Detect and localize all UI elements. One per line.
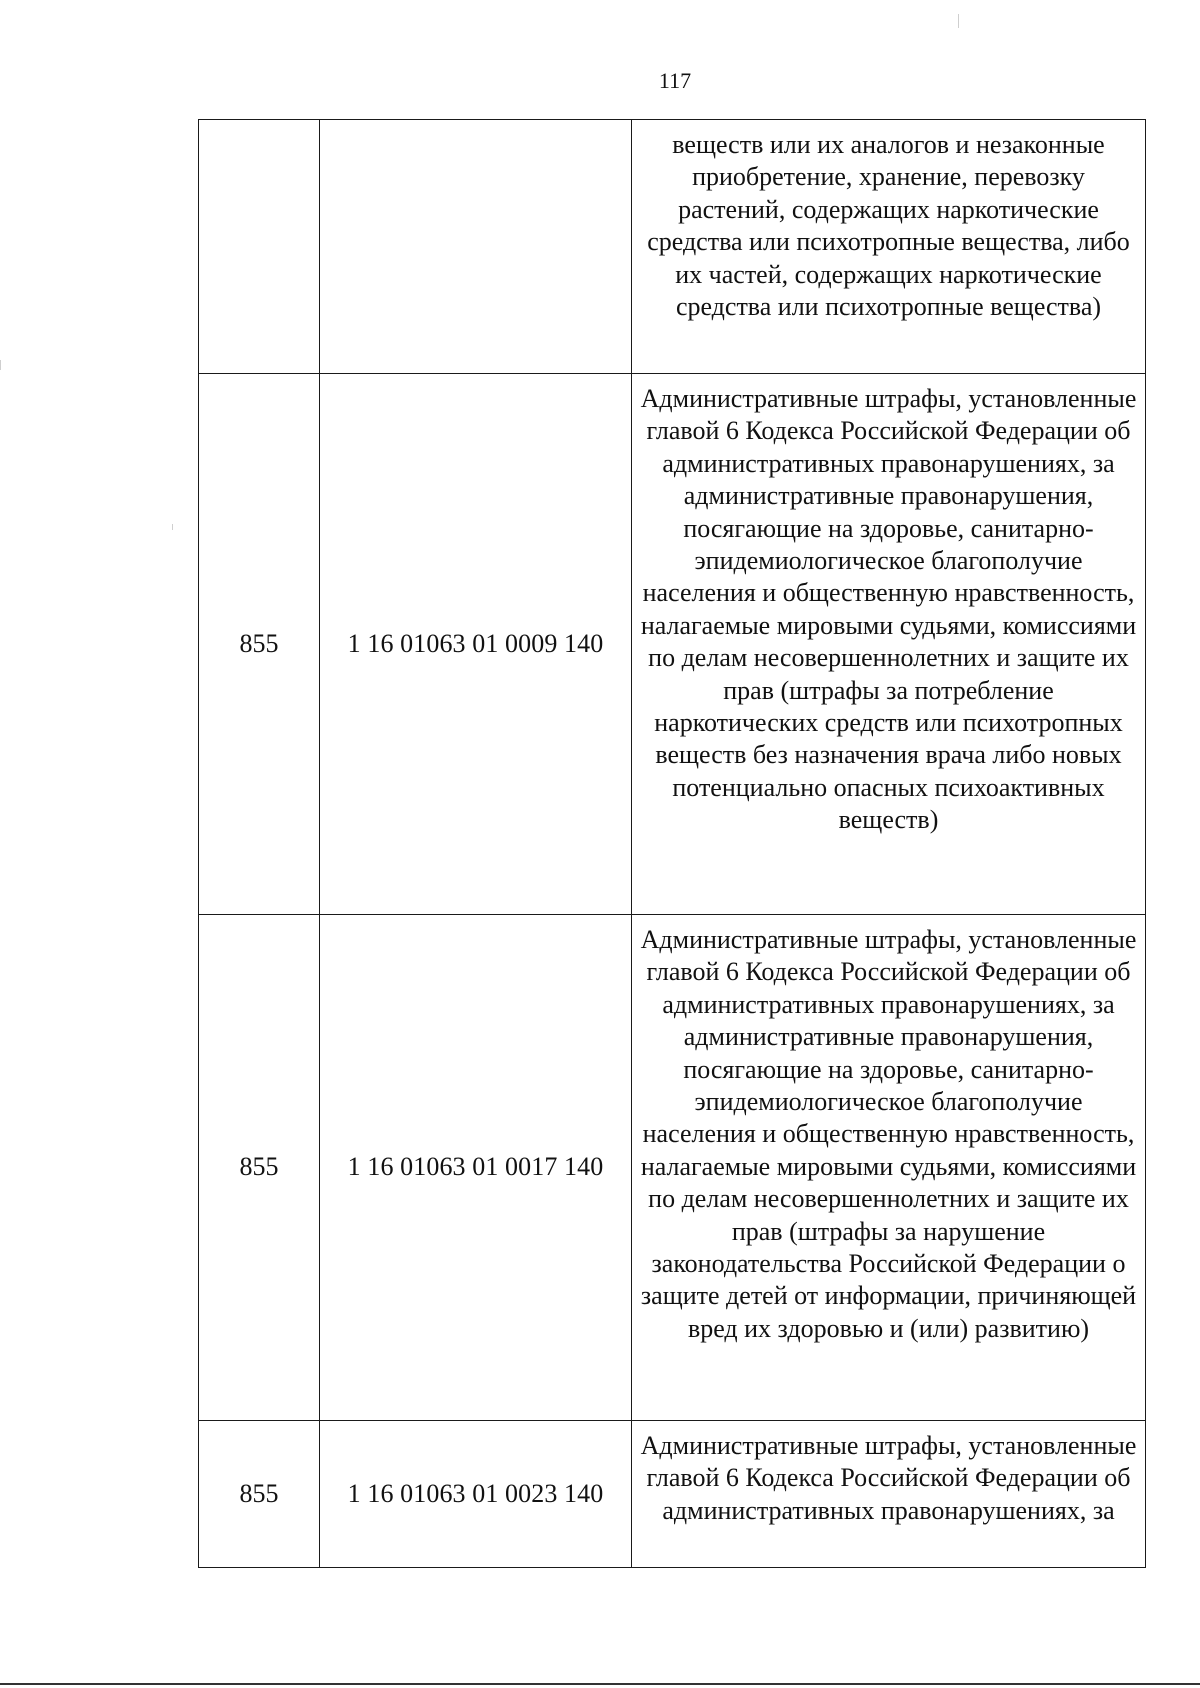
kbk-code-cell: 1 16 01063 01 0017 140 <box>320 915 632 1421</box>
scan-artifact-line <box>0 360 1 370</box>
scan-artifact-line <box>172 524 173 530</box>
description-cell: Административные штрафы, установленные главой 6 Кодекса Российской Федерации об административных правонарушениях, за <box>632 1421 1146 1568</box>
budget-codes-table <box>198 119 1146 1568</box>
table-row <box>199 374 1146 915</box>
admin-code-cell: 855 <box>199 1421 320 1568</box>
kbk-code-cell <box>320 120 632 374</box>
admin-code-cell: 855 <box>199 915 320 1421</box>
description-cell: Административные штрафы, установленные главой 6 Кодекса Российской Федерации об административных правонарушениях, за административные правонарушения, посягающие на здоровье, санитарно-эпидемиологическое благополучие населения и общественную нравственность, налагаемые мировыми судьями, комиссиями по делам несовершеннолетних и защите их прав (штрафы за потребление наркотических средств или психотропных веществ без назначения врача либо новых потенциально опасных психоактивных веществ) <box>632 374 1146 915</box>
admin-code-cell: 855 <box>199 374 320 915</box>
kbk-code-cell: 1 16 01063 01 0009 140 <box>320 374 632 915</box>
page-bottom-edge <box>0 1683 1200 1685</box>
table-row <box>199 1421 1146 1568</box>
admin-code-cell <box>199 120 320 374</box>
table-row <box>199 120 1146 374</box>
description-cell: веществ или их аналогов и незаконные приобретение, хранение, перевозку растений, содержащих наркотические средства или психотропные вещества, либо их частей, содержащих наркотические средства или психотропные вещества) <box>632 120 1146 374</box>
scan-artifact-line <box>958 14 959 28</box>
kbk-code-cell: 1 16 01063 01 0023 140 <box>320 1421 632 1568</box>
description-cell: Административные штрафы, установленные главой 6 Кодекса Российской Федерации об административных правонарушениях, за административные правонарушения, посягающие на здоровье, санитарно-эпидемиологическое благополучие населения и общественную нравственность, налагаемые мировыми судьями, комиссиями по делам несовершеннолетних и защите их прав (штрафы за нарушение законодательства Российской Федерации о защите детей от информации, причиняющей вред их здоровью и (или) развитию) <box>632 915 1146 1421</box>
page-number: 117 <box>658 68 692 93</box>
table-row <box>199 915 1146 1421</box>
